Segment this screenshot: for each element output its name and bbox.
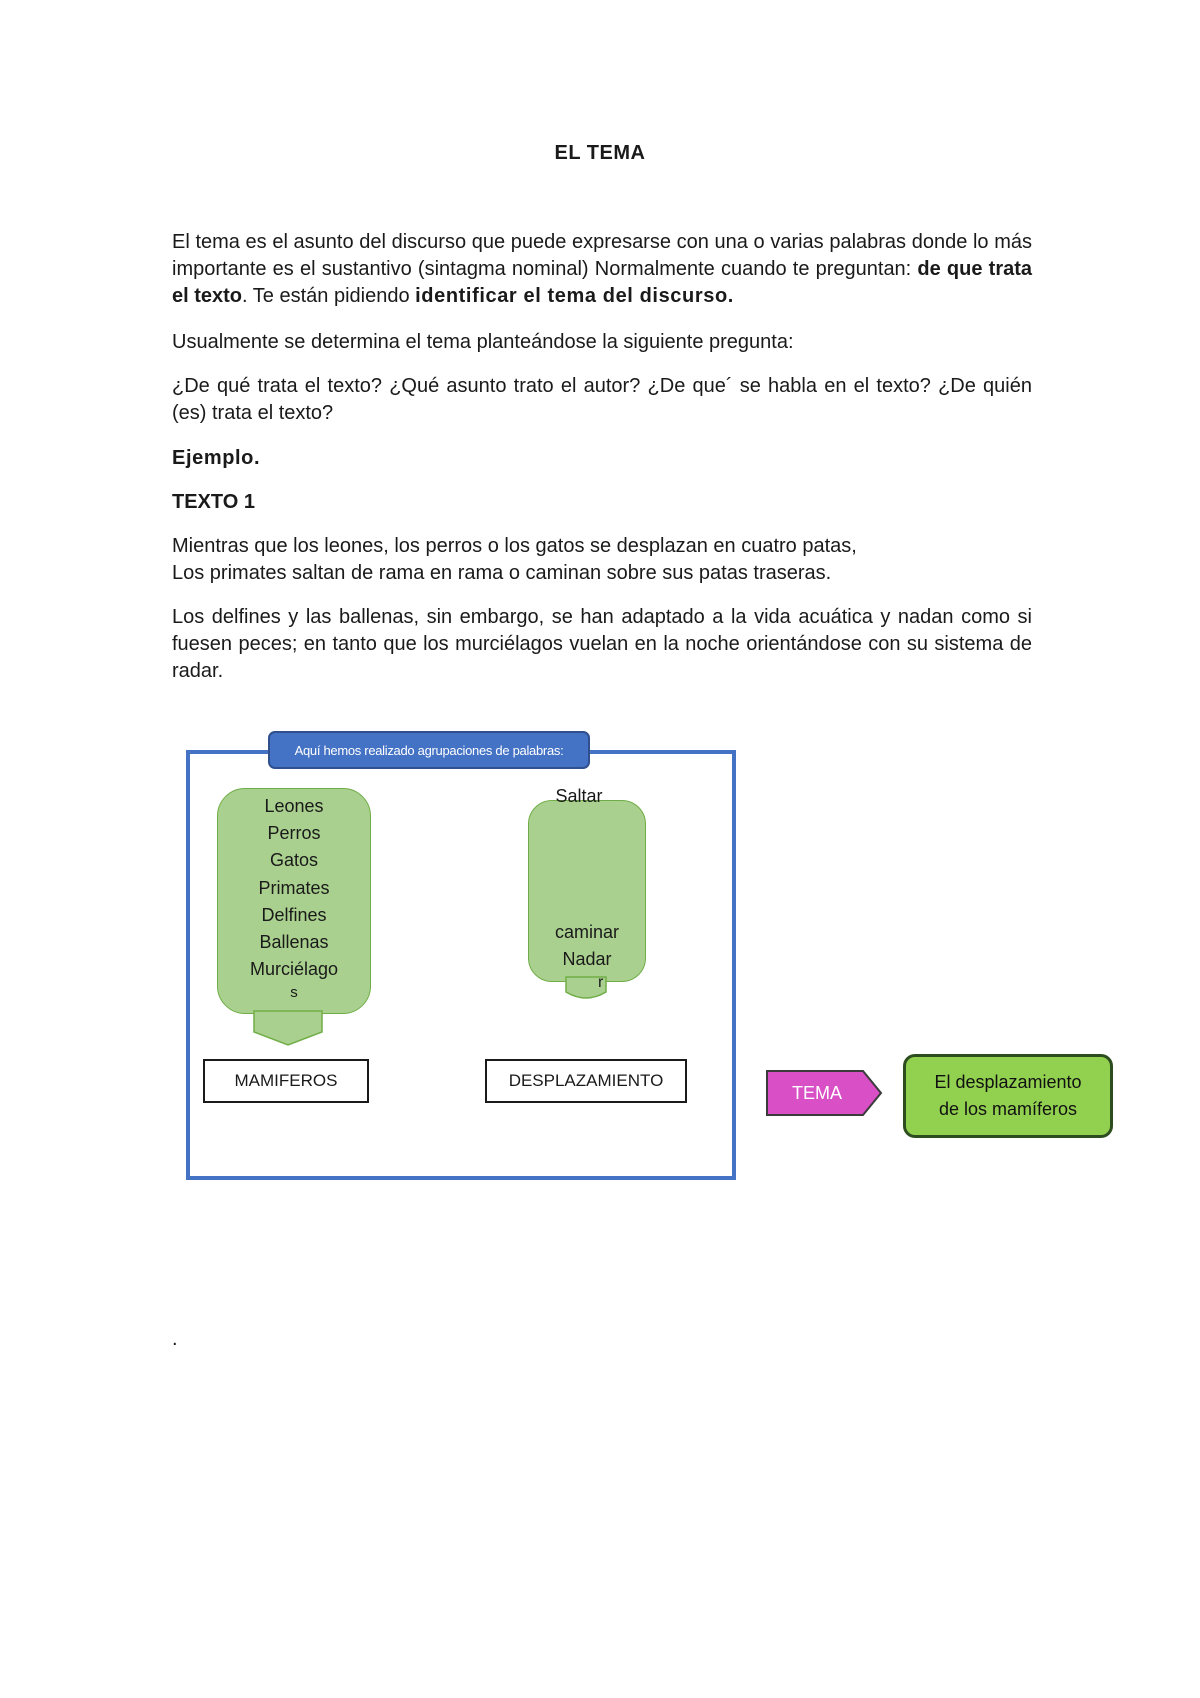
example-label: Ejemplo. [172, 447, 261, 469]
tema-label: TEMA [791, 1082, 842, 1103]
animals-group-pointer [252, 1010, 324, 1046]
animal-item: Ballenas [259, 932, 329, 953]
grouping-caption: Aquí hemos realizado agrupaciones de palabras: [268, 731, 590, 769]
animal-item: Primates [258, 877, 330, 898]
intro-bold-2: identificar el tema del discurso. [415, 285, 734, 307]
animals-list [217, 793, 371, 1003]
text-label: TEXTO 1 [172, 491, 255, 513]
intro-text-2: . Te están pidiendo [242, 285, 416, 307]
intro-paragraph [172, 229, 1032, 310]
animal-item: Delfines [261, 904, 327, 925]
text1-line-2: Los primates saltan de rama en rama o caminan sobre sus patas traseras. [172, 562, 832, 584]
text2-paragraph: Los delfines y las ballenas, sin embargo, se han adaptado a la vida acuática y nadan como si fuesen peces; en tanto que los murciélagos vuelan en la noche orientándose con su sistema de radar. [172, 606, 1032, 682]
desplazamiento-label: DESPLAZAMIENTO [485, 1059, 687, 1103]
result-line-1: El desplazamiento [934, 1072, 1082, 1092]
animal-item: Perros [267, 823, 321, 844]
animal-item: Leones [264, 796, 324, 816]
mamiferos-label: MAMIFEROS [203, 1059, 369, 1103]
trailing-mark: . [172, 1328, 178, 1350]
usual-paragraph: Usualmente se determina el tema planteándose la siguiente pregunta: [172, 331, 794, 353]
animal-item: s [290, 984, 298, 1002]
verb-saltar: Saltar [555, 786, 603, 806]
text1-paragraph [172, 533, 1032, 587]
result-line-2: de los mamíferos [938, 1099, 1078, 1119]
tema-result-box [903, 1054, 1113, 1138]
intro-text-1: El tema es el asunto del discurso que puede expresarse con una o varias palabras donde lo más importante es el sustantivo (sintagma nominal) Normalmente cuando te preguntan: [172, 231, 1032, 280]
intro-bold-1: de que trata el texto [172, 258, 1033, 307]
page-title: EL TEMA [554, 142, 646, 164]
text1-line-1: Mientras que los leones, los perros o los gatos se desplazan en cuatro patas, [172, 535, 857, 557]
questions-paragraph: ¿De qué trata el texto? ¿Qué asunto trato el autor? ¿De que´ se habla en el texto? ¿De quién (es) trata el texto? [172, 375, 1032, 424]
verb-nadar: Nadar [562, 949, 612, 969]
animal-item: Gatos [269, 850, 319, 871]
verb-caminar: caminar [554, 922, 620, 942]
verb-clipped: r [598, 974, 604, 991]
animal-item: Murciélago [249, 959, 339, 980]
